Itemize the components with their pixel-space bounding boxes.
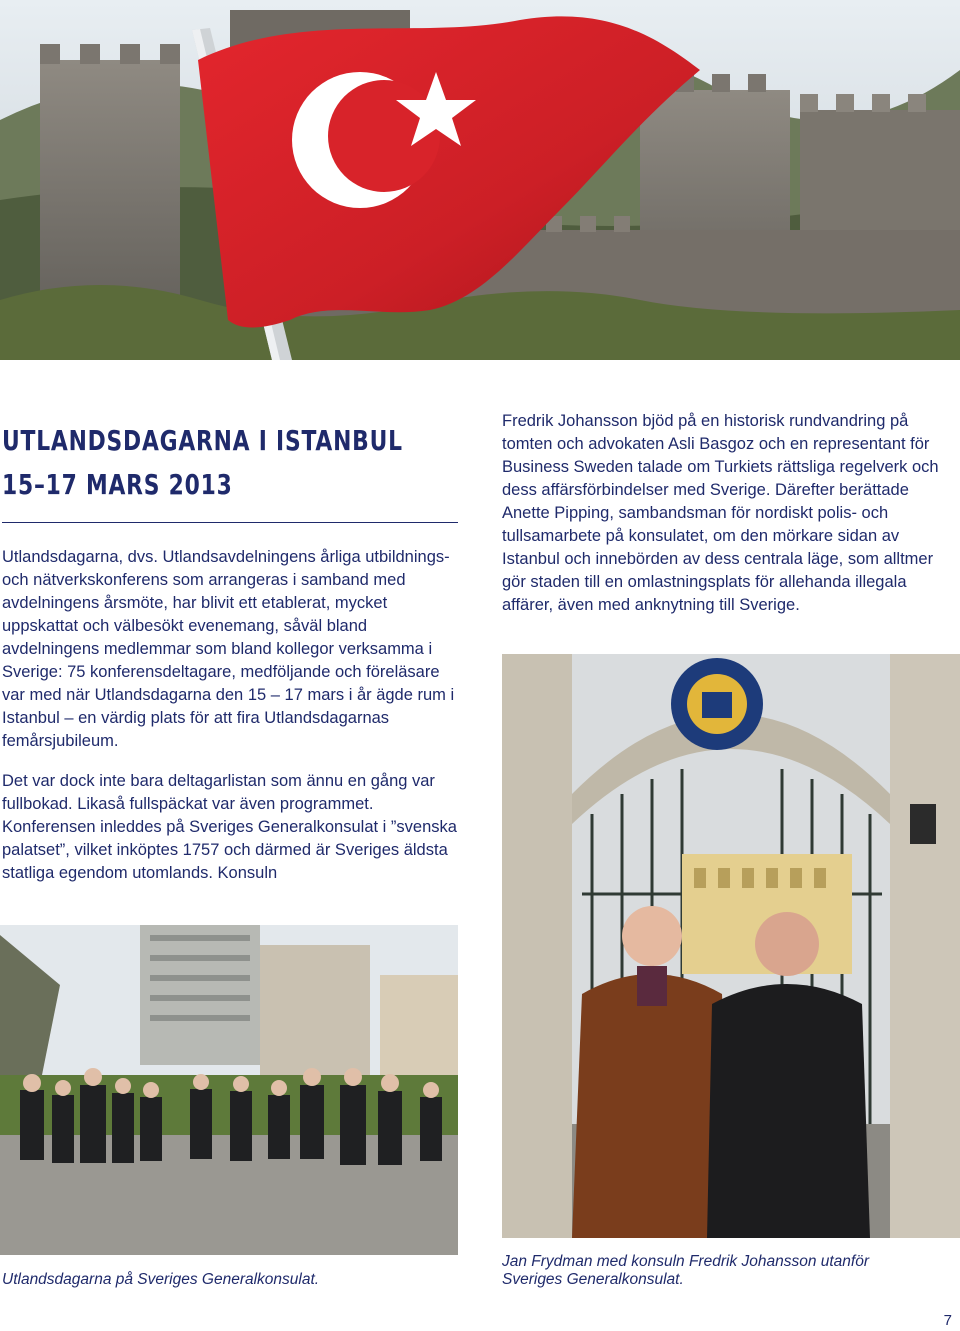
gate-photo-caption: Jan Frydman med konsuln Fredrik Johansson utanför Sveriges Generalkonsulat. [502,1253,870,1288]
article-title: UTLANDSDAGARNA I ISTANBUL [2,424,403,457]
article-paragraph-3: Fredrik Johansson bjöd på en historisk rundvandring på tomten och advokaten Asli Basgoz och en representant för Business Sweden talade om Turkiets rättsliga regelverk och dess affärsförbindelser med Sverige. Därefter berättade Anette Pipping, sambandsman för nordiskt polis- och tullsamarbete på konsulatet, om den mörkare sidan av Istanbul och innebörden av dess centrala läge, som alltmer gör staden till en omlastningsplats för allehanda illegala affärer, även med anknytning till Sverige. [502,412,939,614]
group-photo-caption: Utlandsdagarna på Sveriges Generalkonsulat. [2,1271,320,1288]
article-paragraph-2: Det var dock inte bara deltagarlistan som ännu en gång var fullbokad. Likaså fullspäckat var även programmet. Konferensen inleddes på Sveriges Generalkonsulat i ”svenska palatset”, vilket inköptes 1757 och därmed är Sveriges äldsta statliga egendom utomlands. Konsuln [2,772,457,882]
gate-illustration [502,654,960,1238]
group-illustration [0,925,458,1255]
hero-photo-turkish-flag [0,0,960,360]
consulate-gate-photo [502,654,960,1238]
page-number: 7 [943,1312,952,1329]
fortress-flag-illustration [0,0,960,360]
group-garden-photo [0,925,458,1255]
article-dates: 15–17 MARS 2013 [2,468,233,501]
title-divider [2,522,458,523]
article-paragraph-1: Utlandsdagarna, dvs. Utlandsavdelningens årliga utbildnings- och nätverkskonferens som arrangeras i samband med avdelningens årsmöte, har blivit ett etablerat, mycket uppskattat och välbesökt evenemang, såväl bland avdelningens medlemmar som bland kollegor verksamma i Sverige: 75 konferensdeltagare, medföljande och föreläsare var med när Utlandsdagarna den 15 – 17 mars i år ägde rum i Istanbul – en värdig plats för att fira Utlandsdagarnas femårsjubileum. [2,548,455,750]
